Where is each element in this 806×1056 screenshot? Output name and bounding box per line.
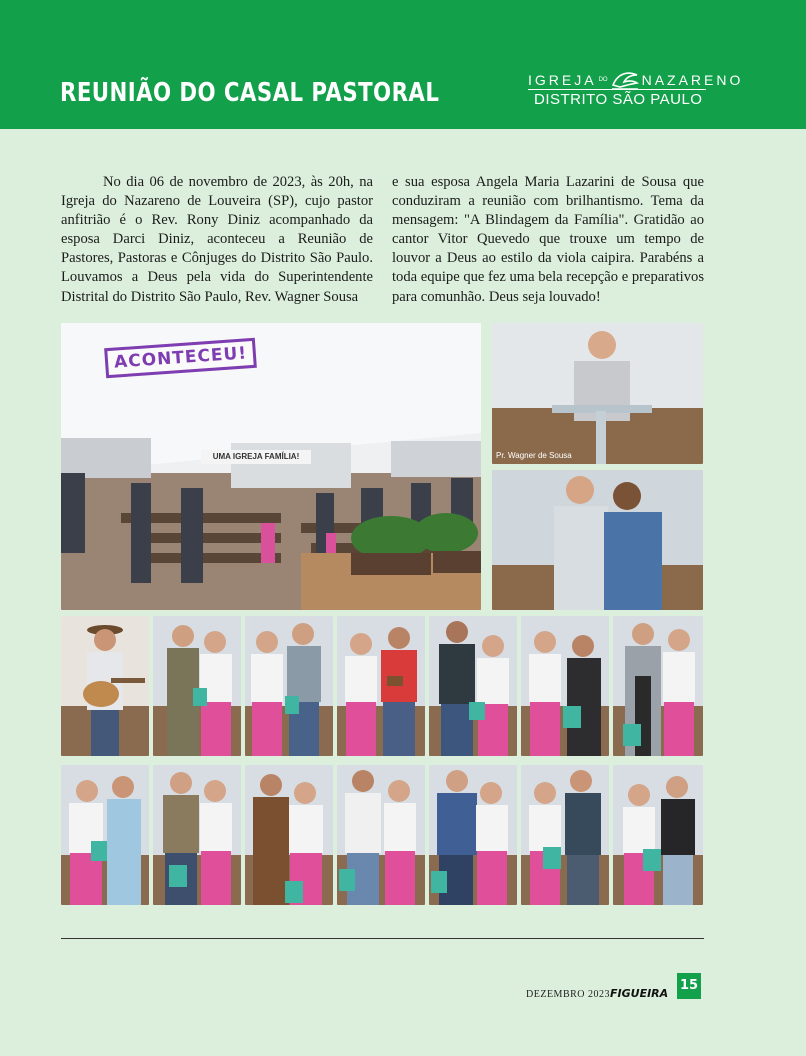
couple-scene [521,616,609,756]
footer-brand: FIGUEIRA [610,987,669,1000]
article-column-2: e sua esposa Angela Maria Lazarini de Sousa que conduziram a reunião com brilhantismo. Tema da mensagem: "A Blindagem da Família". Gratidão ao cantor Vitor Quevedo que trouxe um tempo de louvor a Deus ao estilo da viola caipira. Parabéns a toda equipe que fez uma bela recepção e preparativos para comunhão. Deus seja louvado! [392,174,704,305]
photo-speaker [492,323,703,464]
photo-couple-2 [245,616,333,756]
photo-couple-7 [61,765,149,905]
guitarist-scene [61,616,149,756]
photo-couple-10 [337,765,425,905]
couple-scene [613,765,703,905]
footer-divider [61,938,704,939]
logo-district: DISTRITO SÃO PAULO [534,91,703,108]
dove-icon [610,69,640,91]
couple-scene [337,616,425,756]
article-title: REUNIÃO DO CASAL PASTORAL [60,78,440,108]
speaker-caption: Pr. Wagner de Sousa [496,451,572,460]
photo-couple-4 [429,616,517,756]
logo-text-igreja: IGREJA [528,72,597,88]
page-number: 15 [677,973,701,999]
couple-scene [521,765,609,905]
photo-couple-11 [429,765,517,905]
couple-scene [429,616,517,756]
couple-scene [245,616,333,756]
couple-scene [153,616,241,756]
photo-church-hall [61,323,481,610]
article-column-1: No dia 06 de novembro de 2023, às 20h, na Igreja do Nazareno de Louveira (SP), cujo pastor anfitrião é o Rev. Rony Diniz acompanhado da esposa Darci Diniz, aconteceu a Reunião de Pastores, Pastoras e Cônjuges do Distrito São Paulo. Louvamos a Deus pela vida do Superintendente Distrital do Distrito São Paulo, Rev. Wagner Sousa [61,174,373,305]
footer-date: DEZEMBRO 2023 [526,989,610,1000]
couple-scene [61,765,149,905]
church-logo [528,64,744,108]
speaker-scene [492,323,703,464]
photo-guitarist [61,616,149,756]
logo-top-row [528,69,744,91]
couple-scene [337,765,425,905]
photo-couple-3 [337,616,425,756]
photo-couple-5 [521,616,609,756]
photo-two-men [492,470,703,610]
photo-couple-8 [153,765,241,905]
page-header [0,0,806,129]
couple-scene [429,765,517,905]
two-men-scene [492,470,703,610]
stamp-aconteceu: ACONTECEU! [104,338,257,378]
logo-text-nazareno: NAZARENO [641,72,744,88]
photo-couple-9 [245,765,333,905]
logo-divider [528,89,706,90]
couple-scene [613,616,703,756]
photo-couple-13 [613,765,703,905]
photo-couple-12 [521,765,609,905]
logo-text-do: DO [598,77,608,83]
hall-sign: UMA IGREJA FAMÍLIA! [201,450,311,464]
photo-couple-1 [153,616,241,756]
couple-scene [153,765,241,905]
couple-scene [245,765,333,905]
photo-couple-6 [613,616,703,756]
